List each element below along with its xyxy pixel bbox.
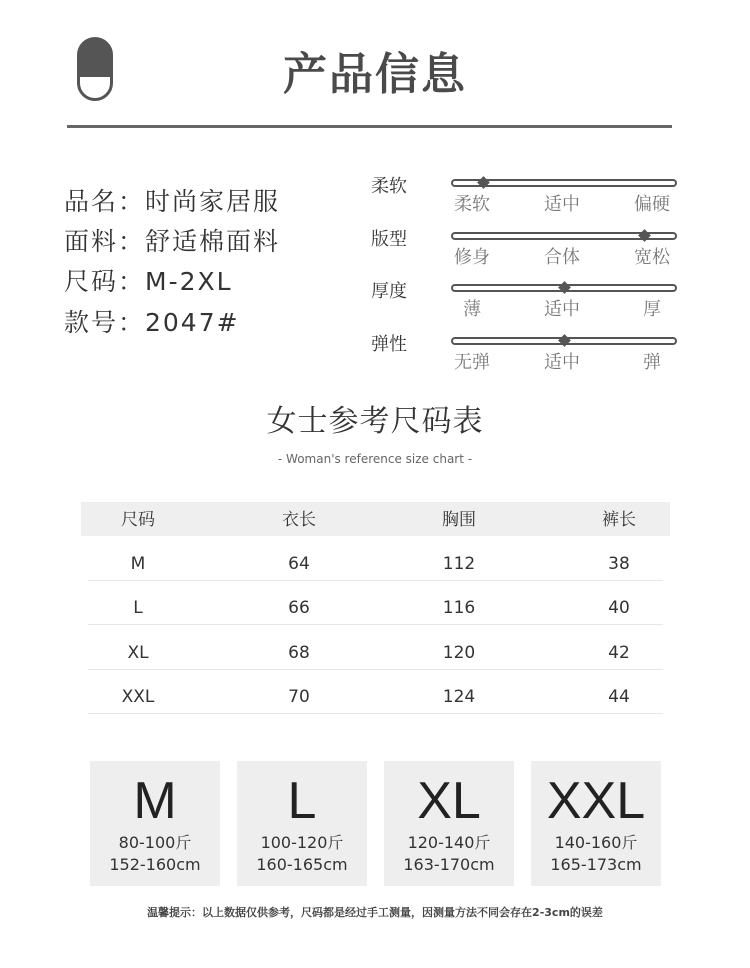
attribute-option: 薄 — [463, 299, 481, 320]
table-cell: 38 — [608, 554, 630, 574]
table-cell: 116 — [442, 598, 476, 618]
attribute-option: 适中 — [544, 194, 580, 215]
header-divider — [67, 125, 672, 128]
table-cell: XL — [127, 643, 149, 663]
size-card-height: 152-160cm — [109, 855, 201, 874]
attribute-option: 适中 — [544, 352, 580, 373]
size-card-letter: XL — [417, 772, 481, 830]
size-card-weight: 80-100斤 — [118, 833, 192, 852]
table-cell: 64 — [288, 554, 310, 574]
table-cell: 44 — [608, 687, 630, 707]
product-fabric: 面料：舒适棉面料 — [64, 227, 281, 256]
attribute-option: 合体 — [544, 247, 580, 268]
attribute-label: 柔软 — [371, 176, 407, 197]
size-chart-title: 女士参考尺码表 — [266, 404, 484, 439]
measurement-note: 温馨提示：以上数据仅供参考，尺码都是经过手工测量，因测量方法不同会存在2-3cm的误差 — [147, 906, 603, 919]
table-cell: M — [130, 554, 146, 574]
table-row-divider — [88, 713, 663, 714]
attribute-option: 弹 — [643, 352, 661, 373]
size-card-letter: XXL — [546, 772, 646, 830]
table-row-divider — [88, 580, 663, 581]
table-cell: 124 — [442, 687, 476, 707]
size-card-letter: M — [133, 772, 177, 830]
table-cell: 40 — [608, 598, 630, 618]
attribute-option: 修身 — [454, 247, 490, 268]
table-cell: 112 — [442, 554, 476, 574]
table-header-cell: 胸围 — [442, 510, 476, 530]
size-card-weight: 120-140斤 — [407, 833, 491, 852]
table-header-cell: 尺码 — [121, 510, 155, 530]
page-title: 产品信息 — [283, 49, 467, 100]
size-card — [237, 761, 367, 886]
size-card — [384, 761, 514, 886]
size-card-weight: 140-160斤 — [554, 833, 638, 852]
size-card-height: 163-170cm — [403, 855, 495, 874]
table-cell: L — [133, 598, 143, 618]
product-style-number: 款号：2047# — [64, 308, 240, 337]
table-header-cell: 衣长 — [282, 510, 316, 530]
size-card-height: 165-173cm — [550, 855, 642, 874]
attribute-option: 宽松 — [634, 247, 670, 268]
attribute-option: 柔软 — [454, 194, 490, 215]
size-chart-subtitle: - Woman's reference size chart - — [277, 452, 473, 466]
size-card-weight: 100-120斤 — [260, 833, 344, 852]
table-cell: XXL — [121, 687, 155, 707]
size-card — [531, 761, 661, 886]
attribute-option: 无弹 — [454, 352, 490, 373]
table-cell: 66 — [288, 598, 310, 618]
product-size-range: 尺码：M-2XL — [64, 267, 233, 296]
attribute-option: 厚 — [643, 299, 661, 320]
table-cell: 120 — [442, 643, 476, 663]
attribute-option: 适中 — [544, 299, 580, 320]
table-cell: 68 — [288, 643, 310, 663]
table-row-divider — [88, 624, 663, 625]
attribute-option: 偏硬 — [634, 194, 670, 215]
attribute-label: 厚度 — [371, 281, 407, 302]
size-card-letter: L — [287, 772, 317, 830]
table-cell: 42 — [608, 643, 630, 663]
size-card — [90, 761, 220, 886]
size-card-height: 160-165cm — [256, 855, 348, 874]
attribute-label: 弹性 — [371, 334, 407, 355]
table-header-cell: 裤长 — [602, 510, 636, 530]
product-name: 品名：时尚家居服 — [64, 187, 281, 216]
attribute-label: 版型 — [371, 229, 407, 250]
table-row-divider — [88, 669, 663, 670]
table-cell: 70 — [288, 687, 310, 707]
